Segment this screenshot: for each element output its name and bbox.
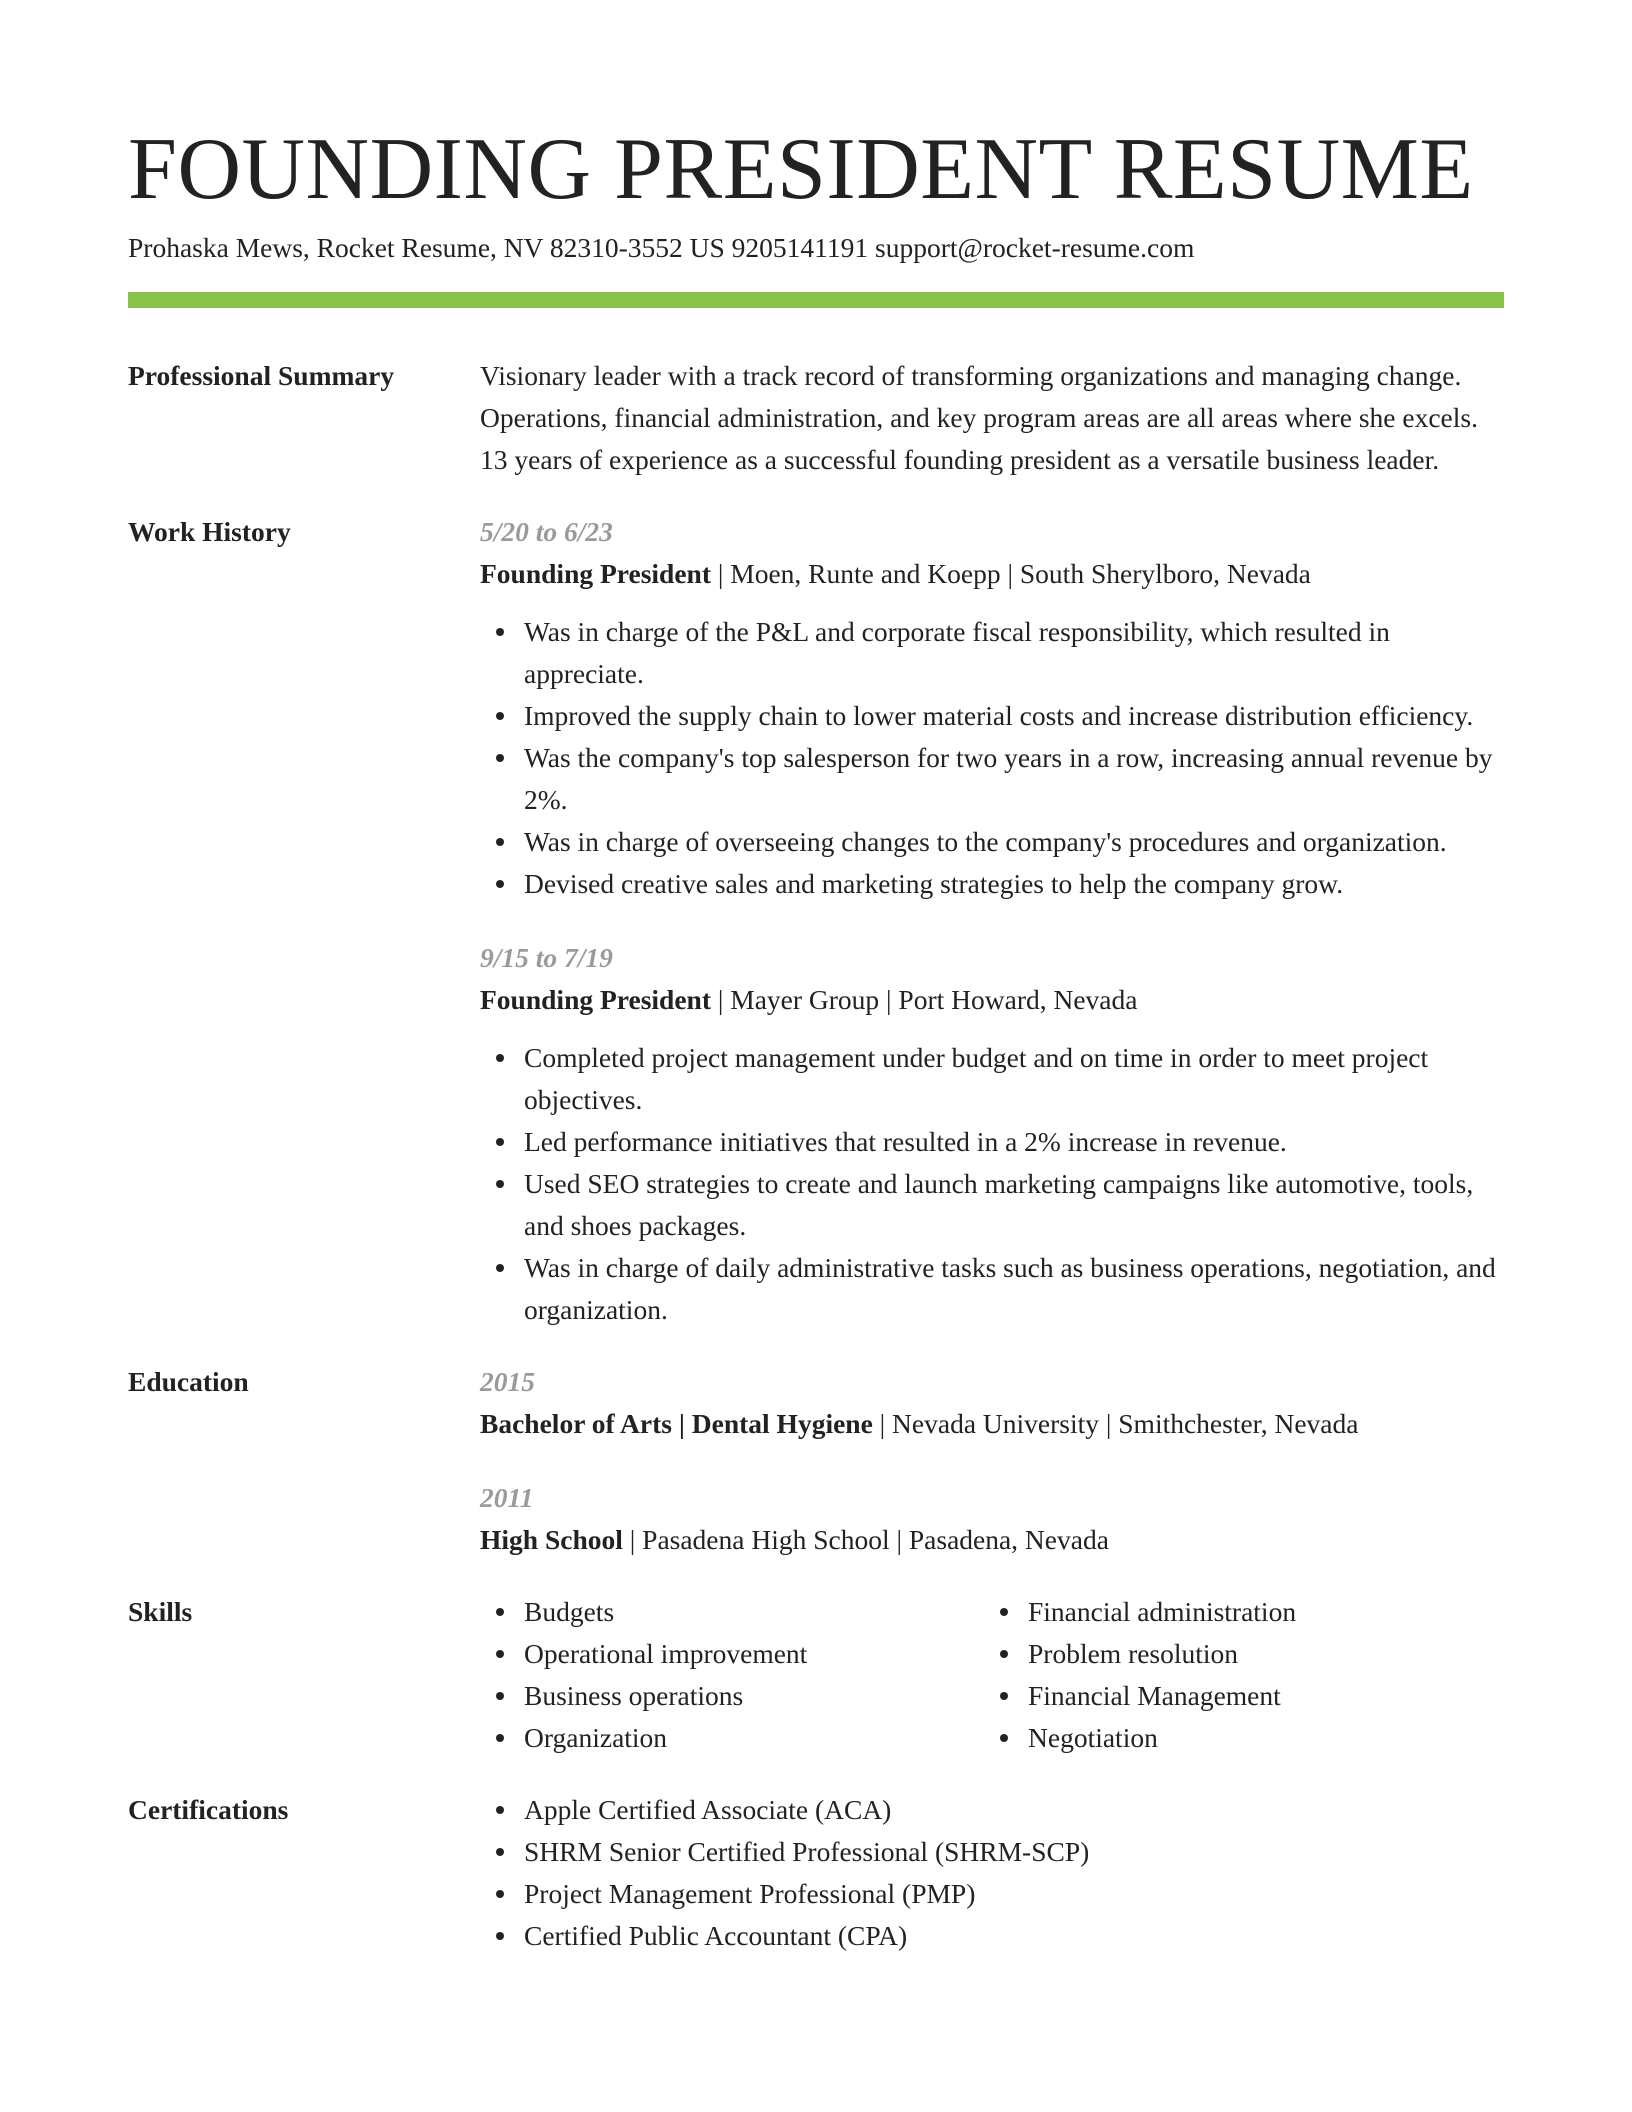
list-item: Was the company's top salesperson for two years in a row, increasing annual revenue by 2%. [480,737,1504,821]
resume-content [128,355,1504,1957]
list-item: Was in charge of overseeing changes to the company's procedures and organization. [480,821,1504,863]
education-heading [480,1519,1504,1561]
degree-title: Bachelor of Arts | Dental Hygiene [480,1408,873,1439]
certifications-list [480,1789,1504,1957]
list-item: Used SEO strategies to create and launch marketing campaigns like automotive, tools, and shoes packages. [480,1163,1504,1247]
section-label: Work History [128,516,291,547]
section-body [480,355,1504,481]
list-item: Problem resolution [984,1633,1488,1675]
education-entry [480,1361,1504,1445]
list-item: Apple Certified Associate (ACA) [480,1789,1504,1831]
work-history-section [128,511,1504,1331]
education-details: | Nevada University | Smithchester, Nevada [872,1408,1359,1439]
job-dates: 9/15 to 7/19 [480,942,613,973]
list-item: SHRM Senior Certified Professional (SHRM-SCP) [480,1831,1504,1873]
education-year: 2011 [480,1482,534,1513]
list-item: Financial Management [984,1675,1488,1717]
skills-list-left [480,1591,984,1759]
list-item: Was in charge of the P&L and corporate fiscal responsibility, which resulted in appreciate. [480,611,1504,695]
resume-page [128,0,1504,1987]
list-item: Negotiation [984,1717,1488,1759]
list-item: Was in charge of daily administrative tasks such as business operations, negotiation, and organization. [480,1247,1504,1331]
education-details: | Pasadena High School | Pasadena, Nevada [622,1524,1109,1555]
job-dates: 5/20 to 6/23 [480,516,613,547]
list-item: Led performance initiatives that resulted in a 2% increase in revenue. [480,1121,1504,1163]
list-item: Organization [480,1717,984,1759]
skills-list-right [984,1591,1488,1759]
list-item: Certified Public Accountant (CPA) [480,1915,1504,1957]
job-title: Founding President [480,984,711,1015]
education-entry [480,1477,1504,1561]
education-section [128,1361,1504,1561]
skills-section [128,1591,1504,1759]
education-year: 2015 [480,1366,535,1397]
section-body [480,511,1504,1331]
list-item: Operational improvement [480,1633,984,1675]
education-heading [480,1403,1504,1445]
job-heading [480,979,1504,1021]
accent-divider [128,292,1504,308]
section-body [480,1591,1504,1759]
list-item: Devised creative sales and marketing strategies to help the company grow. [480,863,1504,905]
job-details: | Mayer Group | Port Howard, Nevada [711,984,1138,1015]
job-bullets [480,611,1504,905]
list-item: Project Management Professional (PMP) [480,1873,1504,1915]
degree-title: High School [480,1524,623,1555]
job-entry [480,511,1504,905]
section-label: Education [128,1366,249,1397]
section-label: Skills [128,1596,193,1627]
list-item: Completed project management under budget and on time in order to meet project objectives. [480,1037,1504,1121]
job-details: | Moen, Runte and Koepp | South Sherylboro, Nevada [711,558,1311,589]
list-item: Improved the supply chain to lower material costs and increase distribution efficiency. [480,695,1504,737]
certifications-section [128,1789,1504,1957]
contact-info: Prohaska Mews, Rocket Resume, NV 82310-3552 US 9205141191 support@rocket-resume.com [128,232,1195,263]
section-body [480,1789,1504,1957]
job-entry [480,937,1504,1331]
section-body [480,1361,1504,1561]
list-item: Business operations [480,1675,984,1717]
summary-text: Visionary leader with a track record of transforming organizations and managing change. Operations, financial administration, and key program areas are all areas where she excels. 13 years of experience as a successful founding president as a versatile business leader. [480,360,1478,475]
resume-title: FOUNDING PRESIDENT RESUME [128,121,1474,218]
professional-summary-section [128,355,1504,481]
list-item: Financial administration [984,1591,1488,1633]
list-item: Budgets [480,1591,984,1633]
section-label: Certifications [128,1794,289,1825]
job-title: Founding President [480,558,711,589]
section-label: Professional Summary [128,360,395,391]
job-bullets [480,1037,1504,1331]
job-heading [480,553,1504,595]
